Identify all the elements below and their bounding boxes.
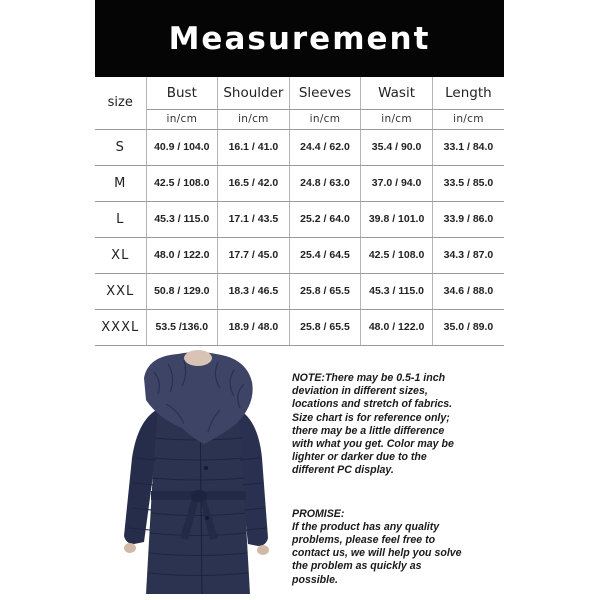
value-cell-bust: 42.5 / 108.0: [146, 165, 218, 201]
notes-section: [292, 372, 492, 587]
promise-title: PROMISE:: [292, 507, 345, 520]
column-header-sleeves: Sleeves: [289, 77, 361, 109]
value-cell-shoulder: 16.5 / 42.0: [218, 165, 290, 201]
unit-label: in/cm: [218, 109, 290, 129]
table-row: [95, 201, 504, 237]
table-row: [95, 237, 504, 273]
coat-product-image: [108, 348, 288, 596]
size-column-header: size: [95, 77, 146, 129]
header-title: Measurement: [168, 20, 431, 57]
value-cell-shoulder: 17.1 / 43.5: [218, 201, 290, 237]
value-cell-length: 34.6 / 88.0: [432, 273, 504, 309]
value-cell-shoulder: 18.3 / 46.5: [218, 273, 290, 309]
unit-label: in/cm: [361, 109, 433, 129]
value-cell-waist: 39.8 / 101.0: [361, 201, 433, 237]
value-cell-waist: 48.0 / 122.0: [361, 309, 433, 345]
size-cell: XL: [95, 237, 146, 273]
value-cell-bust: 45.3 / 115.0: [146, 201, 218, 237]
table-row: [95, 165, 504, 201]
value-cell-bust: 53.5 /136.0: [146, 309, 218, 345]
value-cell-shoulder: 16.1 / 41.0: [218, 129, 290, 165]
value-cell-length: 33.9 / 86.0: [432, 201, 504, 237]
value-cell-sleeves: 25.8 / 65.5: [289, 309, 361, 345]
value-cell-waist: 42.5 / 108.0: [361, 237, 433, 273]
value-cell-sleeves: 24.4 / 62.0: [289, 129, 361, 165]
unit-label: in/cm: [432, 109, 504, 129]
value-cell-length: 33.1 / 84.0: [432, 129, 504, 165]
promise-text: If the product has any quality problems, please feel free to contact us, we will help you solve the problem as quickly as possible.: [292, 520, 462, 586]
size-cell: XXL: [95, 273, 146, 309]
value-cell-waist: 37.0 / 94.0: [361, 165, 433, 201]
column-header-length: Length: [432, 77, 504, 109]
value-cell-waist: 45.3 / 115.0: [361, 273, 433, 309]
value-cell-sleeves: 25.2 / 64.0: [289, 201, 361, 237]
size-note: NOTE:There may be 0.5-1 inch deviation in different sizes, locations and stretch of fabrics. Size chart is for reference only; there may be a little difference with what you get. Color may be lighter or darker due to the different PC display.: [292, 372, 454, 477]
table-header-row: [95, 77, 504, 109]
coat-illustration: [108, 348, 288, 596]
column-header-waist: Wasit: [361, 77, 433, 109]
value-cell-bust: 48.0 / 122.0: [146, 237, 218, 273]
table-row: [95, 129, 504, 165]
size-cell: L: [95, 201, 146, 237]
value-cell-bust: 40.9 / 104.0: [146, 129, 218, 165]
value-cell-length: 33.5 / 85.0: [432, 165, 504, 201]
unit-label: in/cm: [146, 109, 218, 129]
value-cell-bust: 50.8 / 129.0: [146, 273, 218, 309]
unit-label: in/cm: [289, 109, 361, 129]
value-cell-sleeves: 25.4 / 64.5: [289, 237, 361, 273]
size-chart-table: [95, 77, 504, 346]
value-cell-sleeves: 25.8 / 65.5: [289, 273, 361, 309]
value-cell-length: 35.0 / 89.0: [432, 309, 504, 345]
table-unit-row: [95, 109, 504, 129]
header-banner: [95, 0, 504, 77]
value-cell-length: 34.3 / 87.0: [432, 237, 504, 273]
size-cell: XXXL: [95, 309, 146, 345]
size-cell: S: [95, 129, 146, 165]
value-cell-sleeves: 24.8 / 63.0: [289, 165, 361, 201]
value-cell-shoulder: 18.9 / 48.0: [218, 309, 290, 345]
value-cell-shoulder: 17.7 / 45.0: [218, 237, 290, 273]
size-cell: M: [95, 165, 146, 201]
column-header-shoulder: Shoulder: [218, 77, 290, 109]
table-row: [95, 273, 504, 309]
value-cell-waist: 35.4 / 90.0: [361, 129, 433, 165]
column-header-bust: Bust: [146, 77, 218, 109]
table-row: [95, 309, 504, 345]
